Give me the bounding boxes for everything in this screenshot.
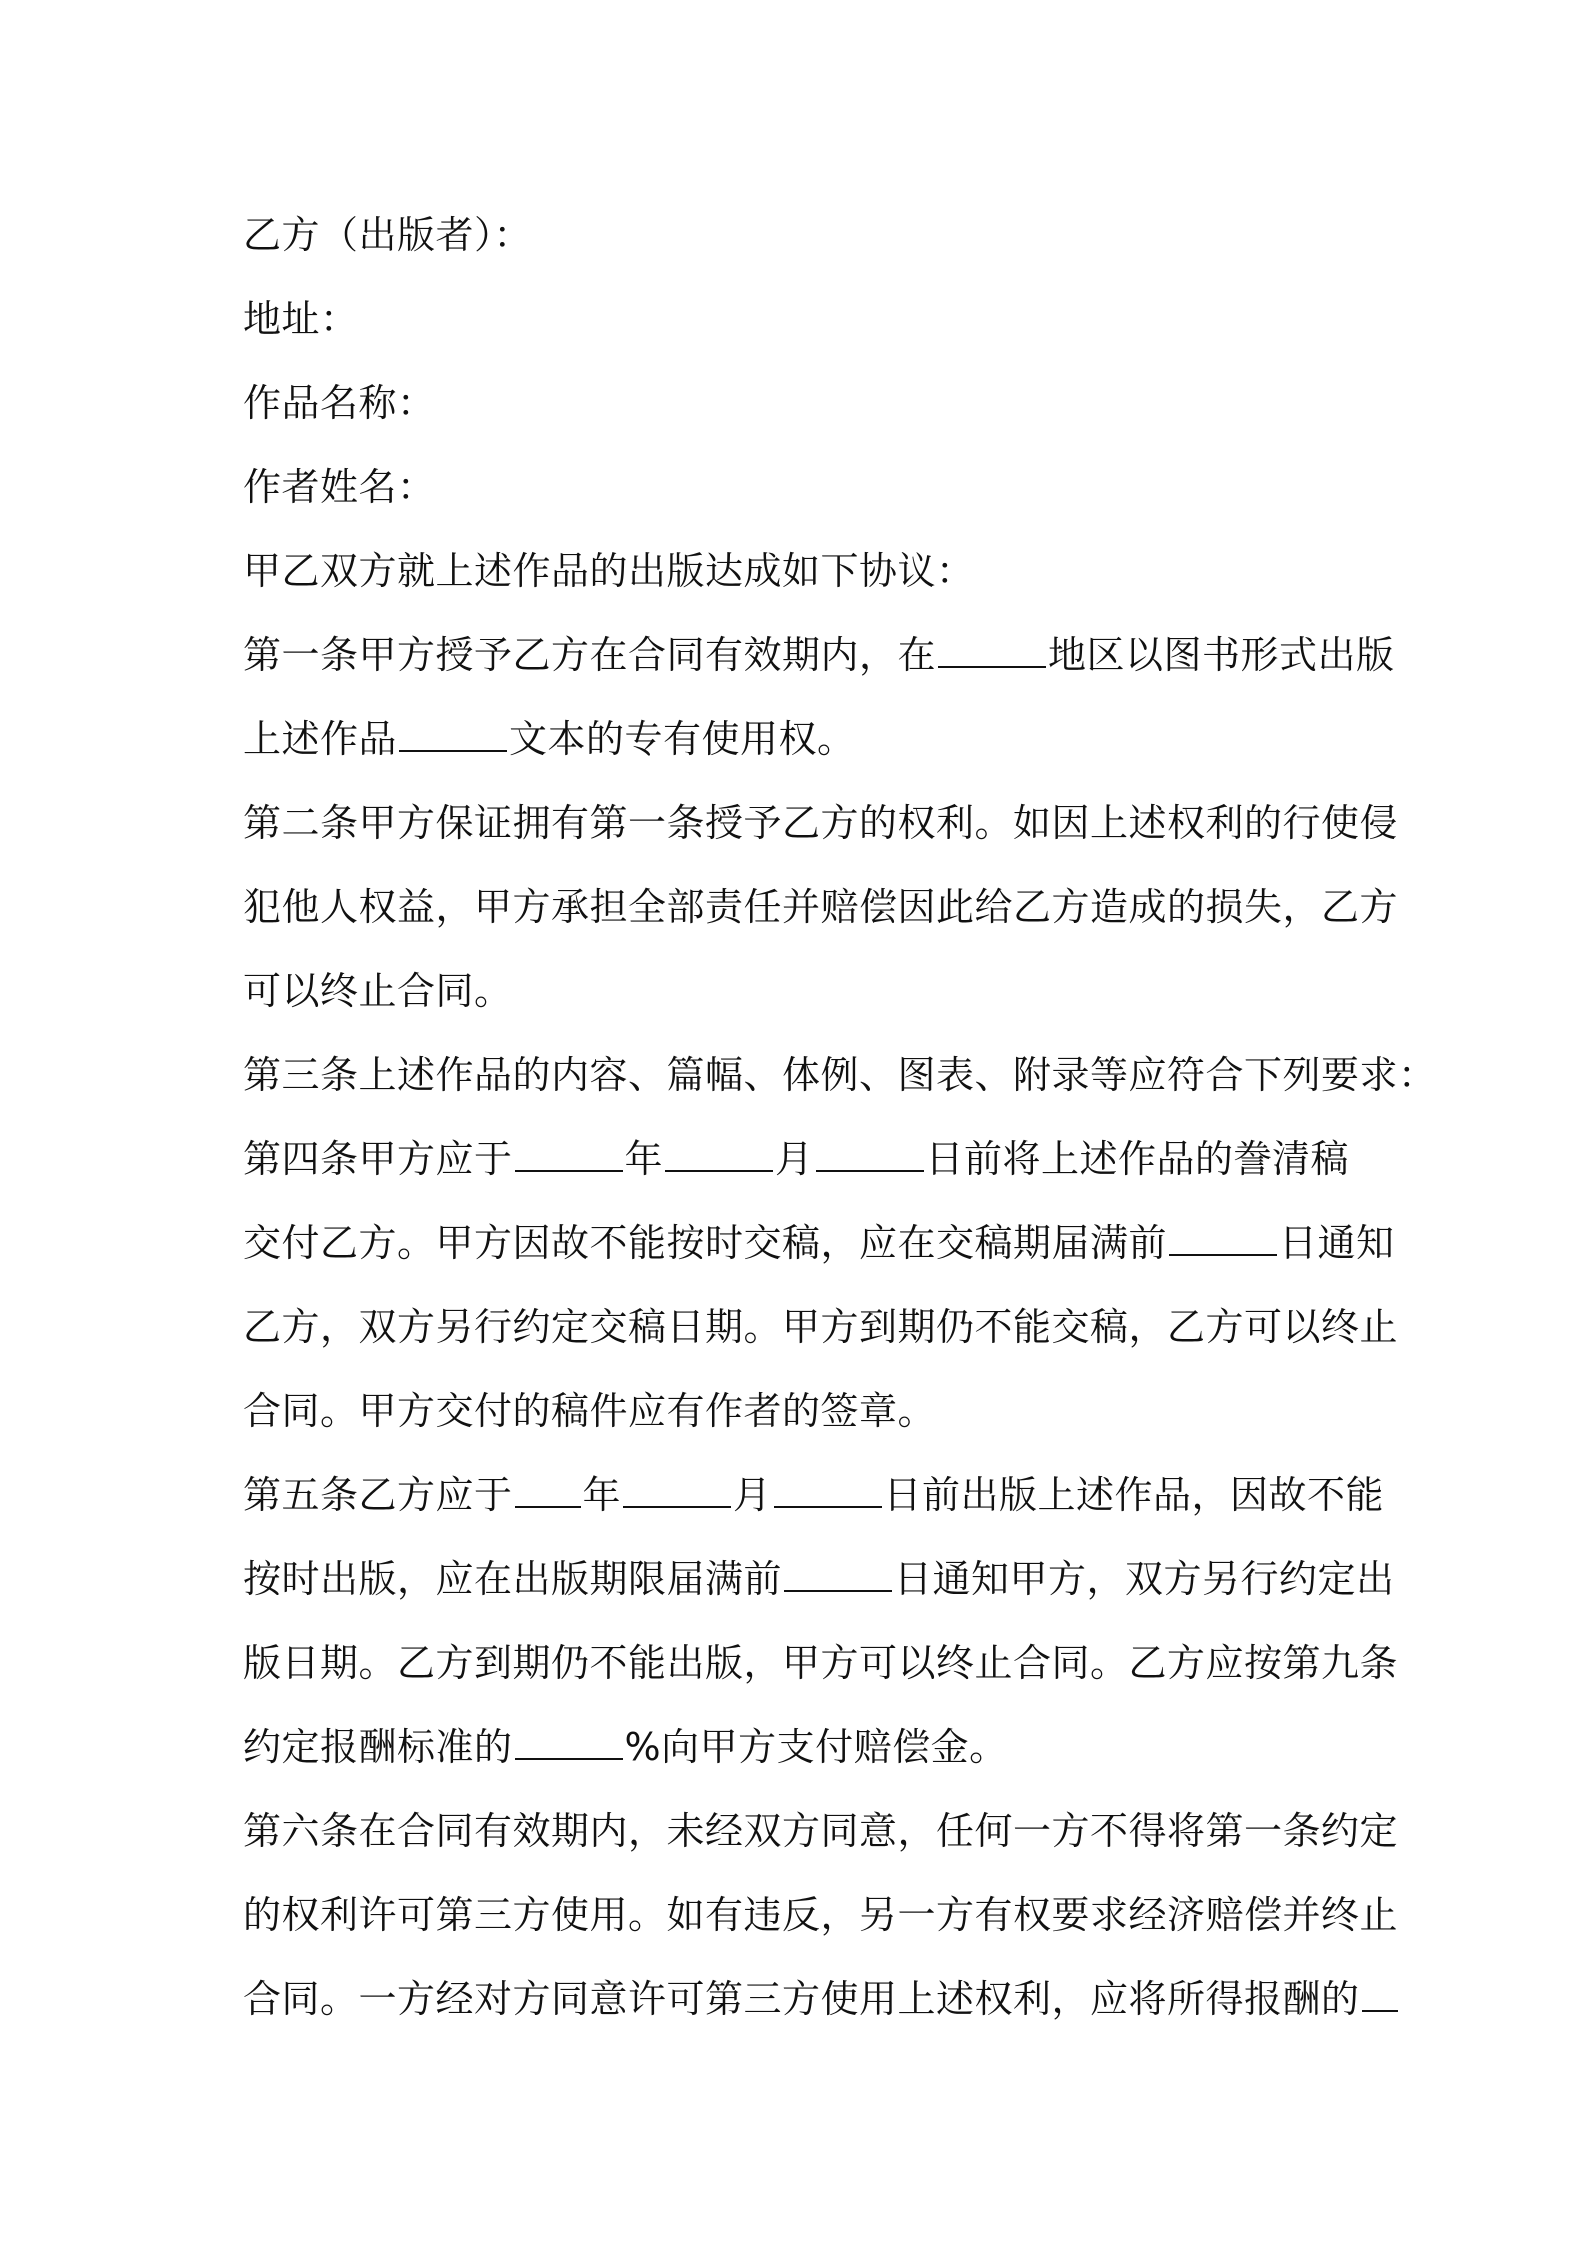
article-3-line-1: 第三条上述作品的内容、篇幅、体例、图表、附录等应符合下列要求：	[243, 1053, 1437, 1097]
delivery-year-blank[interactable]	[515, 1144, 623, 1172]
article-5-line-4: 约定报酬标准的 %向甲方支付赔偿金。	[243, 1725, 1008, 1769]
delivery-month-blank[interactable]	[665, 1144, 773, 1172]
contract-body	[243, 193, 1437, 2041]
notice-days-blank[interactable]	[1169, 1228, 1277, 1256]
publish-notice-days-blank[interactable]	[784, 1564, 892, 1592]
article-1-line-2: 上述作品 文本的专有使用权。	[243, 717, 856, 761]
article-2-line-2: 犯他人权益，甲方承担全部责任并赔偿因此给乙方造成的损失，乙方	[243, 885, 1399, 929]
article-6-line-3: 合同。一方经对方同意许可第三方使用上述权利，应将所得报酬的	[243, 1957, 1363, 2041]
compensation-percent-blank[interactable]	[515, 1732, 623, 1760]
work-title-label: 作品名称：	[243, 381, 436, 425]
agreement-intro: 甲乙双方就上述作品的出版达成如下协议：	[243, 549, 975, 593]
region-blank[interactable]	[938, 640, 1046, 668]
publish-month-blank[interactable]	[623, 1480, 731, 1508]
article-2-line-1: 第二条甲方保证拥有第一条授予乙方的权利。如因上述权利的行使侵	[243, 801, 1399, 845]
article-1-line-1: 第一条甲方授予乙方在合同有效期内，在 地区以图书形式出版	[243, 633, 1395, 677]
address-label: 地址：	[243, 297, 359, 341]
author-name-label: 作者姓名：	[243, 465, 436, 509]
article-4-line-2: 交付乙方。甲方因故不能按时交稿，应在交稿期届满前 日通知	[243, 1221, 1395, 1265]
language-blank[interactable]	[399, 724, 507, 752]
article-4-line-1: 第四条甲方应于 年 月 日前将上述作品的誊清稿	[243, 1137, 1350, 1181]
article-4-line-4: 合同。甲方交付的稿件应有作者的签章。	[243, 1389, 937, 1433]
publish-year-blank[interactable]	[515, 1480, 581, 1508]
royalty-share-blank[interactable]	[1362, 1984, 1398, 2012]
article-4-line-3: 乙方，双方另行约定交稿日期。甲方到期仍不能交稿，乙方可以终止	[243, 1305, 1399, 1349]
article-2-line-3: 可以终止合同。	[243, 969, 513, 1013]
article-5-line-1: 第五条乙方应于 年 月 日前出版上述作品，因故不能	[243, 1473, 1385, 1517]
article-6-line-1: 第六条在合同有效期内，未经双方同意，任何一方不得将第一条约定	[243, 1809, 1399, 1853]
publish-day-blank[interactable]	[774, 1480, 882, 1508]
delivery-day-blank[interactable]	[816, 1144, 924, 1172]
article-5-line-2: 按时出版，应在出版期限届满前 日通知甲方，双方另行约定出	[243, 1557, 1395, 1601]
article-5-line-3: 版日期。乙方到期仍不能出版，甲方可以终止合同。乙方应按第九条	[243, 1641, 1399, 1685]
article-6-line-2: 的权利许可第三方使用。如有违反，另一方有权要求经济赔偿并终止	[243, 1893, 1399, 1937]
party-b-label: 乙方（出版者）：	[243, 213, 533, 257]
